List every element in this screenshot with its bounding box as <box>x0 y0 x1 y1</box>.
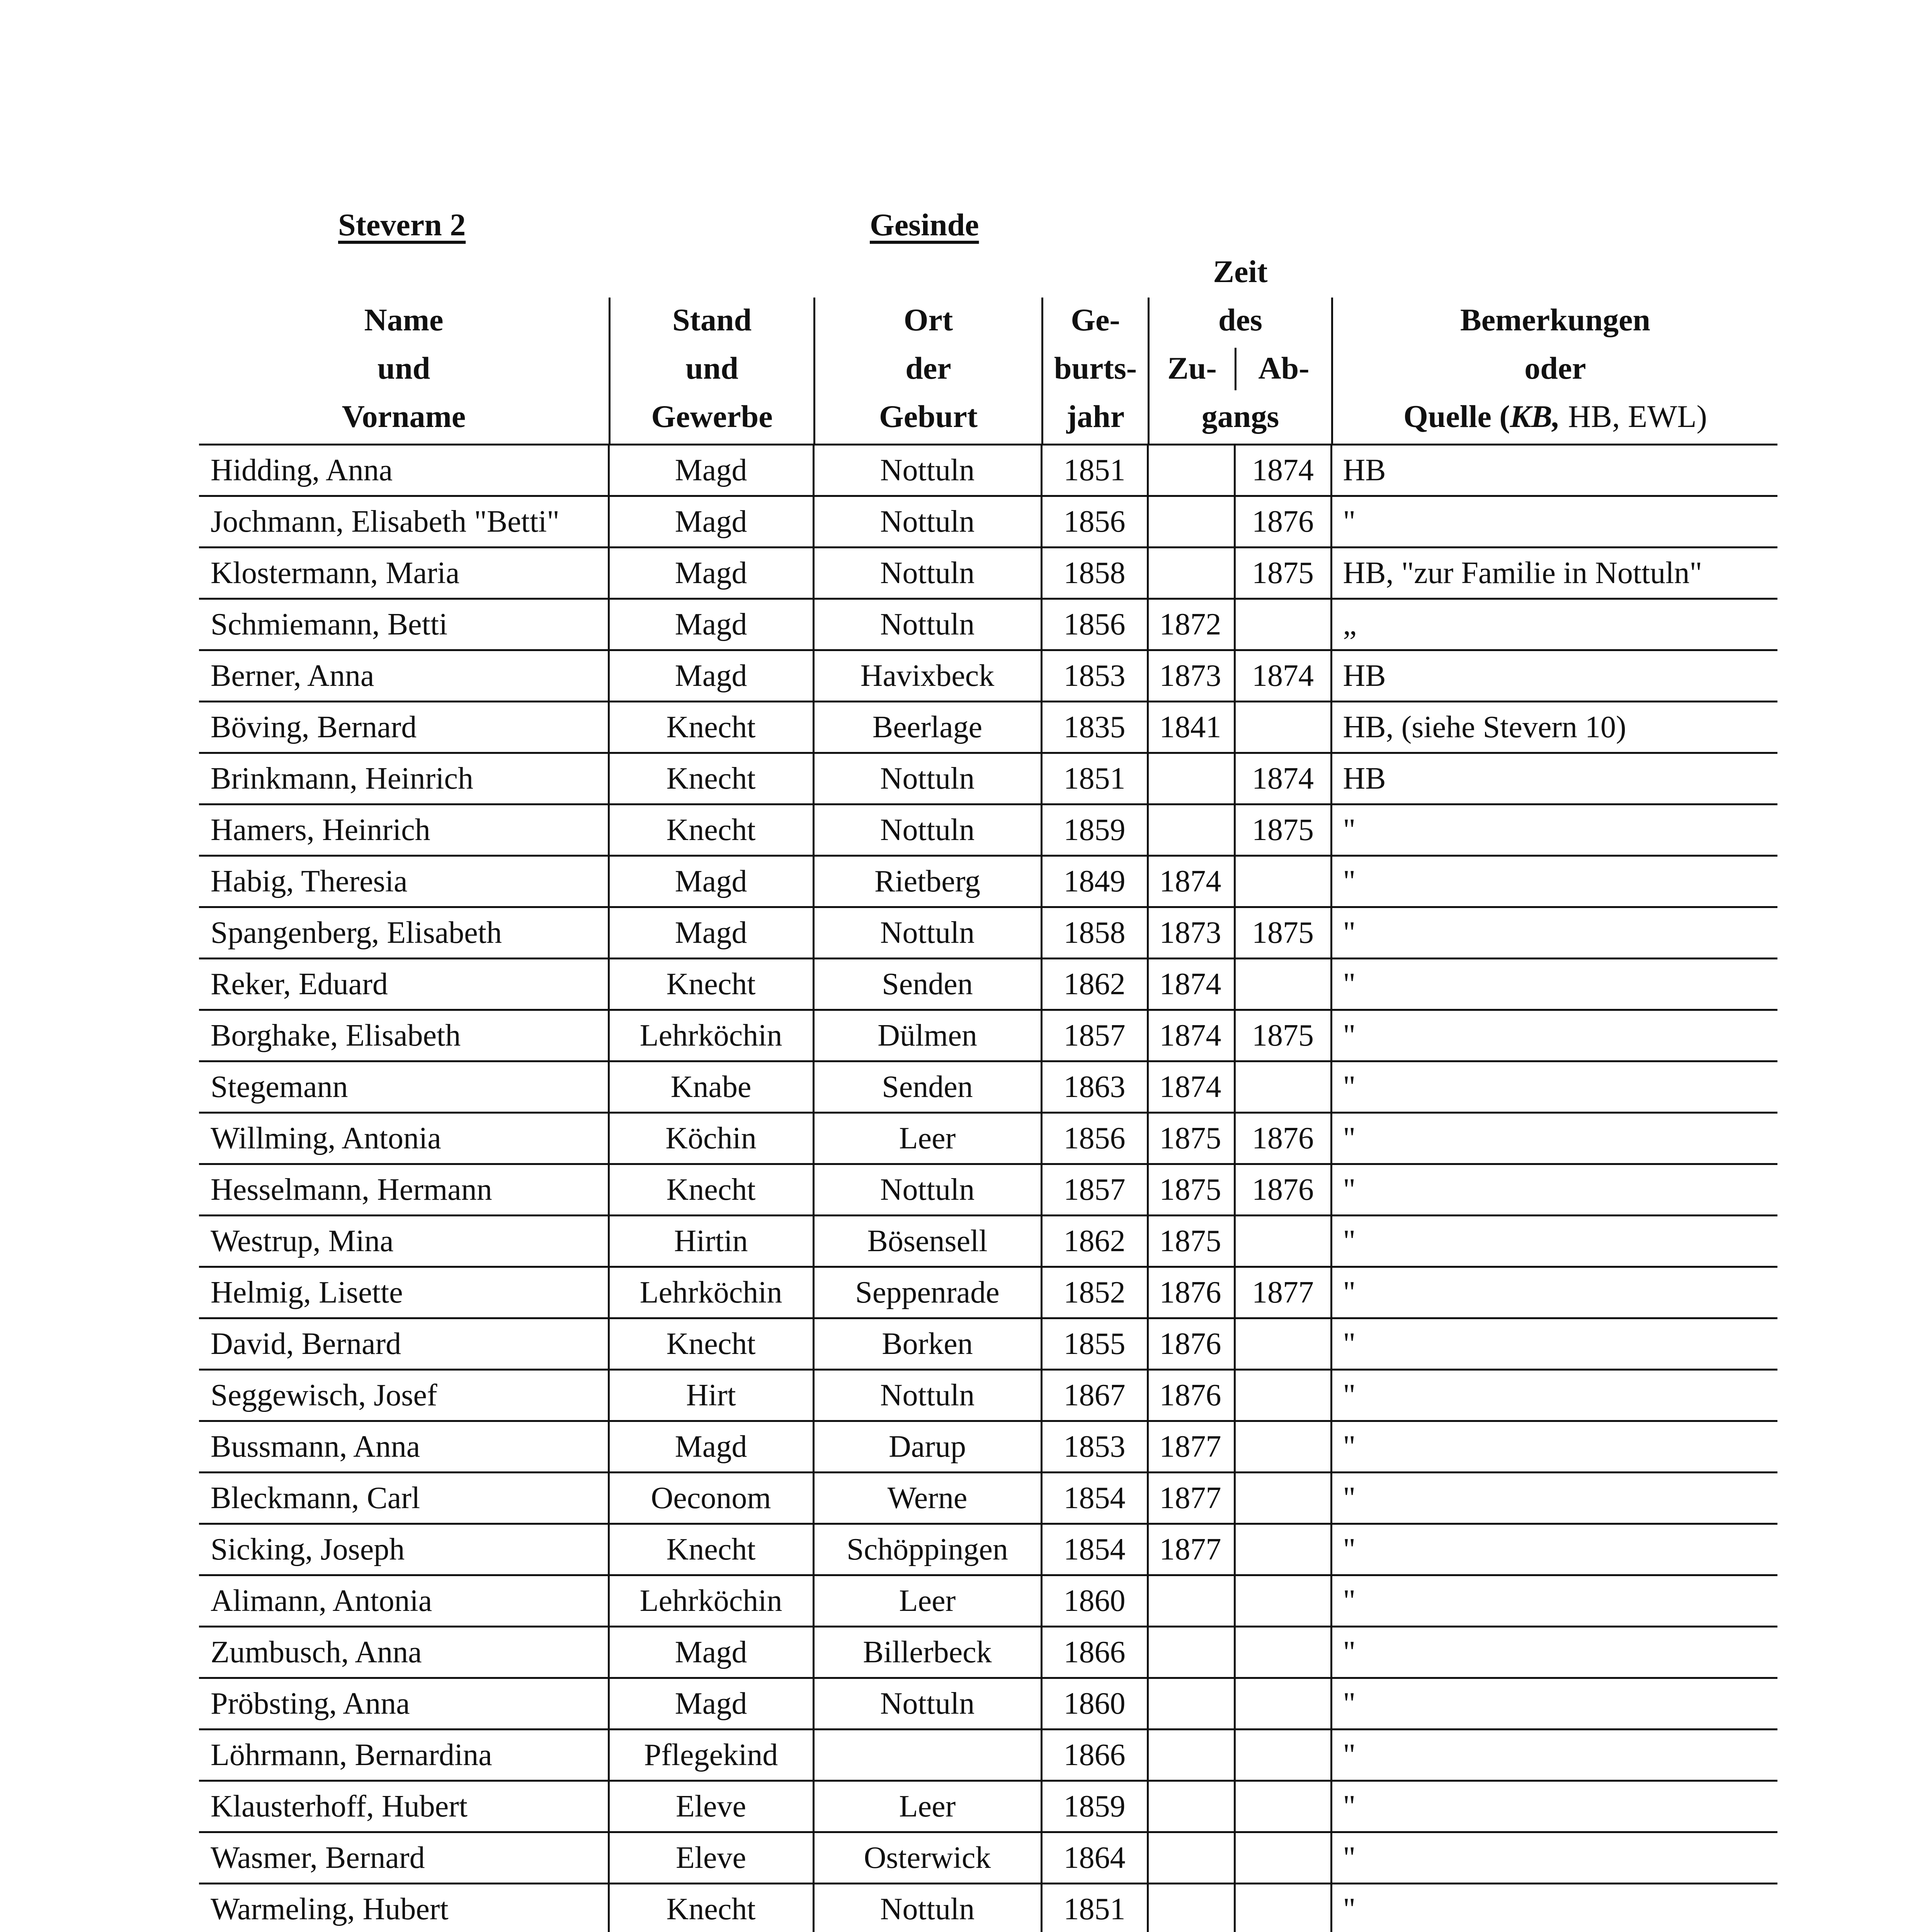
table-row <box>199 1318 1777 1370</box>
table-row <box>199 1267 1777 1318</box>
ort-cell: Nottuln <box>813 1678 1041 1730</box>
table-row <box>199 650 1777 702</box>
header-zugang: Zu- <box>1167 350 1217 386</box>
stand-cell: Knecht <box>609 1164 813 1216</box>
zugang-cell <box>1148 446 1235 496</box>
zugang-cell <box>1148 804 1235 856</box>
header-divider <box>1041 298 1043 444</box>
bemerkung-cell: " <box>1331 1421 1777 1473</box>
abgang-cell: 1876 <box>1235 1113 1331 1164</box>
ort-cell: Leer <box>813 1781 1041 1832</box>
stand-cell: Knecht <box>609 753 813 804</box>
name-cell: Westrup, Mina <box>199 1216 609 1267</box>
bemerkung-cell: " <box>1331 1730 1777 1781</box>
geburtsjahr-cell: 1853 <box>1041 650 1148 702</box>
geburtsjahr-cell: 1851 <box>1041 446 1148 496</box>
name-cell: Reker, Eduard <box>199 959 609 1010</box>
table-row <box>199 1216 1777 1267</box>
bemerkung-cell: „ <box>1331 599 1777 650</box>
table-row <box>199 496 1777 548</box>
stand-cell: Eleve <box>609 1832 813 1884</box>
stand-cell: Magd <box>609 907 813 959</box>
stand-cell: Knecht <box>609 1884 813 1932</box>
stand-cell: Eleve <box>609 1781 813 1832</box>
table-row <box>199 1370 1777 1421</box>
name-cell: Böving, Bernard <box>199 702 609 753</box>
ort-cell: Werne <box>813 1473 1041 1524</box>
zugang-cell <box>1148 548 1235 599</box>
name-cell: Klausterhoff, Hubert <box>199 1781 609 1832</box>
zugang-cell: 1874 <box>1148 1010 1235 1061</box>
geburtsjahr-cell: 1856 <box>1041 1113 1148 1164</box>
name-cell: Borghake, Elisabeth <box>199 1010 609 1061</box>
zugang-cell: 1876 <box>1148 1318 1235 1370</box>
section-title: Gesinde <box>870 207 979 242</box>
abgang-cell: 1875 <box>1235 1010 1331 1061</box>
ort-cell: Nottuln <box>813 804 1041 856</box>
bemerkung-cell: HB <box>1331 446 1777 496</box>
zugang-cell <box>1148 496 1235 548</box>
table-row <box>199 1473 1777 1524</box>
zugang-cell: 1877 <box>1148 1524 1235 1575</box>
table-row <box>199 1627 1777 1678</box>
stand-cell: Lehrköchin <box>609 1575 813 1627</box>
ort-cell: Nottuln <box>813 599 1041 650</box>
geburtsjahr-cell: 1856 <box>1041 599 1148 650</box>
geburtsjahr-cell: 1866 <box>1041 1730 1148 1781</box>
name-cell: David, Bernard <box>199 1318 609 1370</box>
table-row <box>199 753 1777 804</box>
abgang-cell <box>1235 1781 1331 1832</box>
ort-cell: Nottuln <box>813 548 1041 599</box>
bemerkung-cell: " <box>1331 1216 1777 1267</box>
abgang-cell <box>1235 1318 1331 1370</box>
stand-cell: Magd <box>609 650 813 702</box>
bemerkung-cell: HB, (siehe Stevern 10) <box>1331 702 1777 753</box>
table-row <box>199 1010 1777 1061</box>
bemerkung-cell: " <box>1331 1627 1777 1678</box>
zugang-cell: 1874 <box>1148 1061 1235 1113</box>
ort-cell: Nottuln <box>813 446 1041 496</box>
name-cell: Willming, Antonia <box>199 1113 609 1164</box>
stand-cell: Hirtin <box>609 1216 813 1267</box>
header-divider <box>1331 298 1333 444</box>
name-cell: Schmiemann, Betti <box>199 599 609 650</box>
zugang-cell: 1874 <box>1148 856 1235 907</box>
abgang-cell: 1874 <box>1235 650 1331 702</box>
bemerkung-cell: HB <box>1331 650 1777 702</box>
geburtsjahr-cell: 1854 <box>1041 1524 1148 1575</box>
ort-cell: Nottuln <box>813 1164 1041 1216</box>
bemerkung-cell: " <box>1331 1884 1777 1932</box>
ort-cell: Seppenrade <box>813 1267 1041 1318</box>
zugang-cell: 1873 <box>1148 907 1235 959</box>
abgang-cell <box>1235 1473 1331 1524</box>
stand-cell: Knecht <box>609 959 813 1010</box>
bemerkung-cell: " <box>1331 804 1777 856</box>
header-zeit: Zeit des <box>1213 254 1268 337</box>
table-row <box>199 1781 1777 1832</box>
zugang-cell: 1876 <box>1148 1267 1235 1318</box>
geburtsjahr-cell: 1853 <box>1041 1421 1148 1473</box>
name-cell: Warmeling, Hubert <box>199 1884 609 1932</box>
name-cell: Brinkmann, Heinrich <box>199 753 609 804</box>
abgang-cell: 1877 <box>1235 1267 1331 1318</box>
register-table <box>199 446 1777 1932</box>
geburtsjahr-cell: 1859 <box>1041 1781 1148 1832</box>
bemerkung-cell: " <box>1331 1267 1777 1318</box>
geburtsjahr-cell: 1849 <box>1041 856 1148 907</box>
header-geburtsjahr: Ge- burts- jahr <box>1054 302 1137 434</box>
stand-cell: Oeconom <box>609 1473 813 1524</box>
geburtsjahr-cell: 1858 <box>1041 548 1148 599</box>
bemerkung-cell: " <box>1331 1113 1777 1164</box>
name-cell: Helmig, Lisette <box>199 1267 609 1318</box>
table-row <box>199 1061 1777 1113</box>
abgang-cell <box>1235 1884 1331 1932</box>
zugang-cell <box>1148 1730 1235 1781</box>
bemerkung-cell: " <box>1331 1781 1777 1832</box>
geburtsjahr-cell: 1858 <box>1041 907 1148 959</box>
table-row <box>199 907 1777 959</box>
stand-cell: Magd <box>609 1678 813 1730</box>
stand-cell: Magd <box>609 856 813 907</box>
zugang-cell: 1875 <box>1148 1113 1235 1164</box>
bemerkung-cell: " <box>1331 1832 1777 1884</box>
table-row <box>199 1113 1777 1164</box>
bemerkung-cell: " <box>1331 959 1777 1010</box>
zugang-cell <box>1148 1627 1235 1678</box>
name-cell: Stegemann <box>199 1061 609 1113</box>
name-cell: Sicking, Joseph <box>199 1524 609 1575</box>
stand-cell: Knecht <box>609 1524 813 1575</box>
geburtsjahr-cell: 1854 <box>1041 1473 1148 1524</box>
stand-cell: Knabe <box>609 1061 813 1113</box>
zugang-cell: 1874 <box>1148 959 1235 1010</box>
name-cell: Spangenberg, Elisabeth <box>199 907 609 959</box>
table-row <box>199 959 1777 1010</box>
header-bemerkungen: Bemerkungen oder Quelle (KB, HB, EWL) <box>1403 302 1707 434</box>
zugang-cell <box>1148 1832 1235 1884</box>
abgang-cell <box>1235 1421 1331 1473</box>
ort-cell: Bösensell <box>813 1216 1041 1267</box>
name-cell: Zumbusch, Anna <box>199 1627 609 1678</box>
abgang-cell: 1876 <box>1235 496 1331 548</box>
header-divider <box>1148 298 1150 444</box>
abgang-cell: 1875 <box>1235 907 1331 959</box>
geburtsjahr-cell: 1851 <box>1041 753 1148 804</box>
abgang-cell <box>1235 856 1331 907</box>
abgang-cell: 1876 <box>1235 1164 1331 1216</box>
name-cell: Berner, Anna <box>199 650 609 702</box>
zugang-cell <box>1148 1781 1235 1832</box>
abgang-cell <box>1235 1216 1331 1267</box>
table-row <box>199 856 1777 907</box>
geburtsjahr-cell: 1867 <box>1041 1370 1148 1421</box>
bemerkung-cell: " <box>1331 1524 1777 1575</box>
table-row <box>199 804 1777 856</box>
zugang-cell: 1876 <box>1148 1370 1235 1421</box>
page-title: Stevern 2 <box>338 207 466 242</box>
geburtsjahr-cell: 1857 <box>1041 1010 1148 1061</box>
bemerkung-cell: HB, "zur Familie in Nottuln" <box>1331 548 1777 599</box>
stand-cell: Magd <box>609 1421 813 1473</box>
abgang-cell <box>1235 1061 1331 1113</box>
name-cell: Löhrmann, Bernardina <box>199 1730 609 1781</box>
abgang-cell <box>1235 599 1331 650</box>
abgang-cell <box>1235 1575 1331 1627</box>
stand-cell: Magd <box>609 599 813 650</box>
abgang-cell <box>1235 1730 1331 1781</box>
ort-cell: Nottuln <box>813 1370 1041 1421</box>
geburtsjahr-cell: 1857 <box>1041 1164 1148 1216</box>
zugang-cell <box>1148 753 1235 804</box>
table-row <box>199 1421 1777 1473</box>
stand-cell: Köchin <box>609 1113 813 1164</box>
table-row <box>199 1524 1777 1575</box>
geburtsjahr-cell: 1863 <box>1041 1061 1148 1113</box>
stand-cell: Magd <box>609 1627 813 1678</box>
name-cell: Pröbsting, Anna <box>199 1678 609 1730</box>
geburtsjahr-cell: 1862 <box>1041 959 1148 1010</box>
table-row <box>199 548 1777 599</box>
name-cell: Hidding, Anna <box>199 446 609 496</box>
ort-cell: Billerbeck <box>813 1627 1041 1678</box>
zugang-cell: 1875 <box>1148 1216 1235 1267</box>
table-row <box>199 1678 1777 1730</box>
zugang-cell: 1873 <box>1148 650 1235 702</box>
ort-cell: Havixbeck <box>813 650 1041 702</box>
header-ort: Ort der Geburt <box>879 302 978 434</box>
table-row <box>199 1164 1777 1216</box>
zugang-cell: 1877 <box>1148 1473 1235 1524</box>
bemerkung-cell: " <box>1331 1575 1777 1627</box>
table-row <box>199 1832 1777 1884</box>
ort-cell <box>813 1730 1041 1781</box>
table-row <box>199 446 1777 496</box>
stand-cell: Magd <box>609 446 813 496</box>
name-cell: Wasmer, Bernard <box>199 1832 609 1884</box>
bemerkung-cell: " <box>1331 1678 1777 1730</box>
ort-cell: Leer <box>813 1575 1041 1627</box>
ort-cell: Senden <box>813 1061 1041 1113</box>
ort-cell: Leer <box>813 1113 1041 1164</box>
ort-cell: Schöppingen <box>813 1524 1041 1575</box>
ort-cell: Rietberg <box>813 856 1041 907</box>
zugang-cell: 1875 <box>1148 1164 1235 1216</box>
table-row <box>199 599 1777 650</box>
bemerkung-cell: " <box>1331 496 1777 548</box>
ort-cell: Dülmen <box>813 1010 1041 1061</box>
geburtsjahr-cell: 1855 <box>1041 1318 1148 1370</box>
stand-cell: Knecht <box>609 804 813 856</box>
abgang-cell <box>1235 1370 1331 1421</box>
stand-cell: Knecht <box>609 702 813 753</box>
name-cell: Bussmann, Anna <box>199 1421 609 1473</box>
table-row <box>199 1730 1777 1781</box>
bemerkung-cell: " <box>1331 856 1777 907</box>
zugang-cell: 1872 <box>1148 599 1235 650</box>
geburtsjahr-cell: 1851 <box>1041 1884 1148 1932</box>
name-cell: Hesselmann, Hermann <box>199 1164 609 1216</box>
abgang-cell <box>1235 959 1331 1010</box>
name-cell: Bleckmann, Carl <box>199 1473 609 1524</box>
name-cell: Alimann, Antonia <box>199 1575 609 1627</box>
header-abgang: Ab- <box>1258 350 1310 386</box>
abgang-cell <box>1235 1832 1331 1884</box>
ort-cell: Beerlage <box>813 702 1041 753</box>
name-cell: Habig, Theresia <box>199 856 609 907</box>
geburtsjahr-cell: 1862 <box>1041 1216 1148 1267</box>
name-cell: Hamers, Heinrich <box>199 804 609 856</box>
abgang-cell: 1874 <box>1235 753 1331 804</box>
ort-cell: Osterwick <box>813 1832 1041 1884</box>
stand-cell: Lehrköchin <box>609 1267 813 1318</box>
header-divider <box>813 298 815 444</box>
header-divider <box>609 298 611 444</box>
ort-cell: Nottuln <box>813 907 1041 959</box>
abgang-cell <box>1235 1627 1331 1678</box>
abgang-cell: 1874 <box>1235 446 1331 496</box>
bemerkung-cell: " <box>1331 907 1777 959</box>
zugang-cell: 1877 <box>1148 1421 1235 1473</box>
name-cell: Seggewisch, Josef <box>199 1370 609 1421</box>
header-name: Name und Vorname <box>342 302 466 434</box>
abgang-cell <box>1235 702 1331 753</box>
zugang-cell <box>1148 1884 1235 1932</box>
bemerkung-cell: " <box>1331 1370 1777 1421</box>
stand-cell: Magd <box>609 496 813 548</box>
geburtsjahr-cell: 1856 <box>1041 496 1148 548</box>
geburtsjahr-cell: 1852 <box>1041 1267 1148 1318</box>
stand-cell: Pflegekind <box>609 1730 813 1781</box>
header-stand: Stand und Gewerbe <box>651 302 773 434</box>
bemerkung-cell: " <box>1331 1164 1777 1216</box>
ort-cell: Nottuln <box>813 753 1041 804</box>
ort-cell: Nottuln <box>813 496 1041 548</box>
name-cell: Klostermann, Maria <box>199 548 609 599</box>
table-row <box>199 1884 1777 1932</box>
geburtsjahr-cell: 1866 <box>1041 1627 1148 1678</box>
bemerkung-cell: " <box>1331 1061 1777 1113</box>
ort-cell: Nottuln <box>813 1884 1041 1932</box>
table-row <box>199 1575 1777 1627</box>
zugang-cell: 1841 <box>1148 702 1235 753</box>
abgang-cell: 1875 <box>1235 548 1331 599</box>
name-cell: Jochmann, Elisabeth "Betti" <box>199 496 609 548</box>
stand-cell: Hirt <box>609 1370 813 1421</box>
geburtsjahr-cell: 1860 <box>1041 1678 1148 1730</box>
header-divider <box>1235 348 1236 390</box>
header-gangs: gangs <box>1201 399 1279 434</box>
zugang-cell <box>1148 1575 1235 1627</box>
stand-cell: Magd <box>609 548 813 599</box>
abgang-cell <box>1235 1524 1331 1575</box>
bemerkung-cell: " <box>1331 1473 1777 1524</box>
abgang-cell <box>1235 1678 1331 1730</box>
geburtsjahr-cell: 1864 <box>1041 1832 1148 1884</box>
table-row <box>199 702 1777 753</box>
stand-cell: Lehrköchin <box>609 1010 813 1061</box>
ort-cell: Darup <box>813 1421 1041 1473</box>
geburtsjahr-cell: 1860 <box>1041 1575 1148 1627</box>
geburtsjahr-cell: 1835 <box>1041 702 1148 753</box>
bemerkung-cell: " <box>1331 1318 1777 1370</box>
zugang-cell <box>1148 1678 1235 1730</box>
bemerkung-cell: " <box>1331 1010 1777 1061</box>
abgang-cell: 1875 <box>1235 804 1331 856</box>
geburtsjahr-cell: 1859 <box>1041 804 1148 856</box>
ort-cell: Senden <box>813 959 1041 1010</box>
stand-cell: Knecht <box>609 1318 813 1370</box>
ort-cell: Borken <box>813 1318 1041 1370</box>
bemerkung-cell: HB <box>1331 753 1777 804</box>
